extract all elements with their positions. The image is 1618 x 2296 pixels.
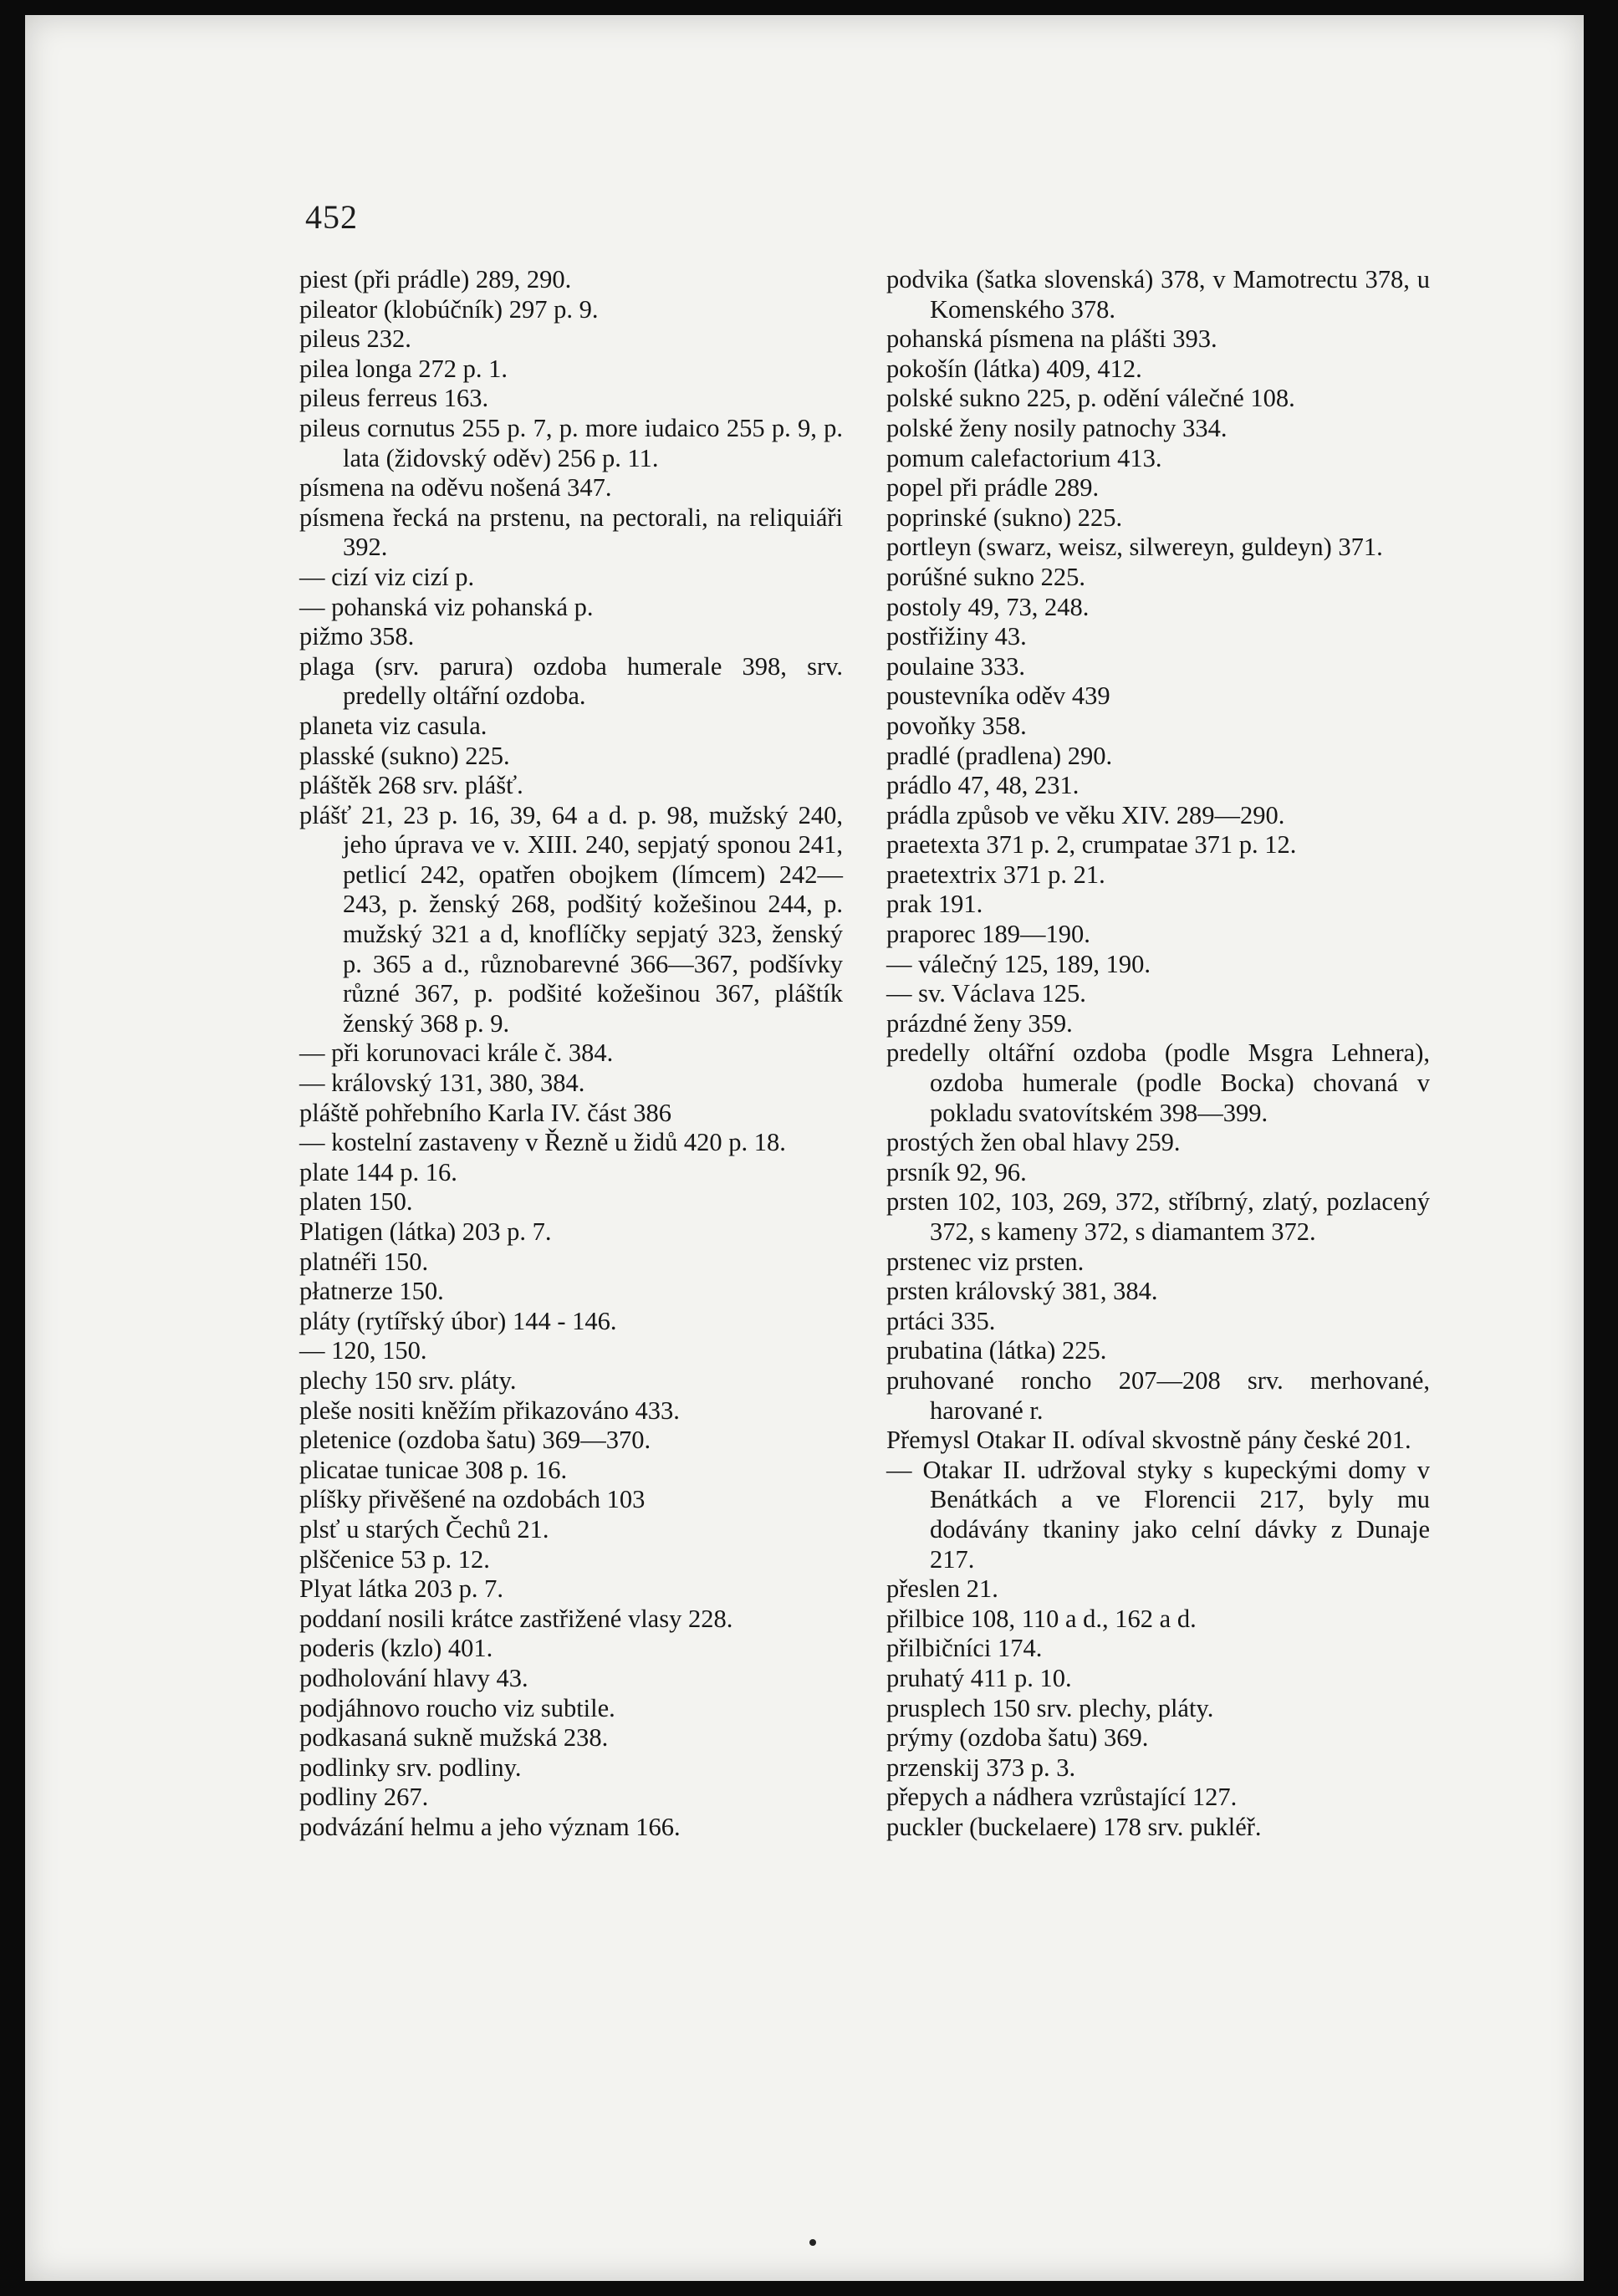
index-entry: — Otakar II. udržoval styky s kupeckými domy v Benátkách a ve Florencii 217, byly mu dodávány tkaniny jako celní dávky z Dunaje 217.	[886, 1455, 1430, 1574]
index-entry: pižmo 358.	[299, 622, 415, 651]
index-entry: prádla způsob ve věku XIV. 289—290.	[886, 800, 1285, 829]
index-entry: — sv. Václava 125.	[886, 979, 1086, 1008]
page-number: 452	[305, 198, 358, 236]
index-entry: prubatina (látka) 225.	[886, 1336, 1107, 1365]
index-entry: postoly 49, 73, 248.	[886, 592, 1090, 621]
index-entry: pileator (klobúčník) 297 p. 9.	[299, 294, 599, 324]
index-entry: praetexta 371 p. 2, crumpatae 371 p. 12.	[886, 830, 1297, 860]
index-entry: pileus ferreus 163.	[299, 384, 489, 413]
index-entry: — válečný 125, 189, 190.	[886, 949, 1151, 978]
index-entry: plášť 21, 23 p. 16, 39, 64 a d. p. 98, mužský 240, jeho úprava ve v. XIII. 240, sepjatý sponou 241, petlicí 242, opatřen obojkem (límcem) 242—243, p. ženský 268, podšitý kožešinou 244, p. mužský 321 a d, knoflíčky sepjatý 323, ženský p. 365 a d., různobarevné 366—367, podšívky různé 367, p. podšité kožešinou 367, pláštík ženský 368 p. 9.	[299, 800, 843, 1038]
index-entry: — při korunovaci krále č. 384.	[299, 1038, 614, 1068]
index-entry: popel při prádle 289.	[886, 473, 1100, 503]
index-entry: postřižiny 43.	[886, 622, 1027, 651]
index-entry: prtáci 335.	[886, 1306, 996, 1335]
index-entry: praporec 189—190.	[886, 920, 1090, 949]
index-entry: pohanská písmena na plášti 393.	[886, 324, 1217, 354]
index-entry: polské sukno 225, p. odění válečné 108.	[886, 384, 1295, 413]
index-entry: prádlo 47, 48, 231.	[886, 771, 1080, 800]
index-entry: polské ženy nosily patnochy 334.	[886, 413, 1228, 442]
index-column-right	[886, 265, 1430, 1842]
index-entry: — královský 131, 380, 384.	[299, 1069, 585, 1098]
index-entry: poprinské (sukno) 225.	[886, 503, 1123, 532]
index-entry: pruhované roncho 207—208 srv. merhované, harované r.	[886, 1365, 1430, 1425]
index-entry: plicatae tunicae 308 p. 16.	[299, 1455, 568, 1484]
index-entry: platen 150.	[299, 1187, 413, 1217]
index-entry: podvika (šatka slovenská) 378, v Mamotrectu 378, u Komenského 378.	[886, 265, 1430, 324]
index-entry: prsník 92, 96.	[886, 1157, 1027, 1186]
index-entry: Přemysl Otakar II. odíval skvostně pány české 201.	[886, 1426, 1411, 1455]
index-entry: pláštěk 268 srv. plášť.	[299, 771, 523, 800]
index-entry: planeta viz casula.	[299, 711, 487, 740]
index-entry: pileus cornutus 255 p. 7, p. more iudaico 255 p. 9, p. lata (židovský oděv) 256 p. 11.	[299, 413, 843, 472]
index-entry: pruhatý 411 p. 10.	[886, 1663, 1072, 1692]
index-entry: pokošín (látka) 409, 412.	[886, 354, 1142, 383]
index-entry: písmena na oděvu nošená 347.	[299, 473, 612, 503]
index-entry: płatnerze 150.	[299, 1277, 444, 1306]
index-entry: poddaní nosili krátce zastřižené vlasy 228.	[299, 1604, 733, 1633]
index-entry: přilbice 108, 110 a d., 162 a d.	[886, 1604, 1197, 1633]
index-entry: portleyn (swarz, weisz, silwereyn, guldeyn) 371.	[886, 533, 1383, 562]
index-entry: prstenec viz prsten.	[886, 1247, 1085, 1276]
index-entry: plate 144 p. 16.	[299, 1157, 457, 1186]
index-entry: predelly oltářní ozdoba (podle Msgra Lehnera), ozdoba humerale (podle Bocka) chovaná v pokladu svatovítském 398—399.	[886, 1038, 1430, 1127]
index-entry: přepych a nádhera vzrůstající 127.	[886, 1783, 1238, 1812]
index-entry: plsť u starých Čechů 21.	[299, 1514, 549, 1543]
index-entry: Plyat látka 203 p. 7.	[299, 1574, 503, 1604]
index-entry: poderis (kzlo) 401.	[299, 1634, 493, 1663]
index-entry: prsten 102, 103, 269, 372, stříbrný, zlatý, pozlacený 372, s kameny 372, s diamantem 372.	[886, 1187, 1430, 1246]
index-entry: podjáhnovo roucho viz subtile.	[299, 1693, 615, 1722]
index-entry: prsten královský 381, 384.	[886, 1277, 1158, 1306]
index-entry: poulaine 333.	[886, 651, 1026, 681]
index-entry: přilbičníci 174.	[886, 1634, 1043, 1663]
index-entry: — cizí viz cizí p.	[299, 562, 475, 591]
index-entry: prýmy (ozdoba šatu) 369.	[886, 1723, 1149, 1753]
index-entry: plechy 150 srv. pláty.	[299, 1365, 517, 1395]
index-entry: pomum calefactorium 413.	[886, 443, 1162, 472]
index-entry: povoňky 358.	[886, 711, 1027, 740]
index-entry: pletenice (ozdoba šatu) 369—370.	[299, 1426, 651, 1455]
index-entry: — pohanská viz pohanská p.	[299, 592, 594, 621]
index-entry: prostých žen obal hlavy 259.	[886, 1128, 1181, 1157]
index-entry: prázdné ženy 359.	[886, 1008, 1073, 1038]
index-entry: Platigen (látka) 203 p. 7.	[299, 1217, 552, 1246]
index-entry: pradlé (pradlena) 290.	[886, 741, 1113, 770]
index-entry: podkasaná sukně mužská 238.	[299, 1723, 609, 1753]
index-entry: plaga (srv. parura) ozdoba humerale 398, srv. predelly oltářní ozdoba.	[299, 651, 843, 711]
index-entry: pláty (rytířský úbor) 144 - 146.	[299, 1306, 617, 1335]
index-entry: praetextrix 371 p. 21.	[886, 860, 1105, 889]
index-entry: pláště pohřebního Karla IV. část 386	[299, 1098, 671, 1127]
index-entry: podvázání helmu a jeho význam 166.	[299, 1812, 681, 1841]
index-entry: podliny 267.	[299, 1783, 429, 1812]
index-entry: plíšky přivěšené na ozdobách 103	[299, 1485, 646, 1514]
index-entry: prusplech 150 srv. plechy, pláty.	[886, 1693, 1214, 1722]
index-entry: písmena řecká na prstenu, na pectorali, na reliquiáři 392.	[299, 503, 843, 562]
index-entry: — 120, 150.	[299, 1336, 427, 1365]
index-entry: pileus 232.	[299, 324, 411, 354]
index-entry: — kostelní zastaveny v Řezně u židů 420 p. 18.	[299, 1128, 786, 1157]
index-entry: piest (při prádle) 289, 290.	[299, 265, 572, 293]
index-entry: puckler (buckelaere) 178 srv. pukléř.	[886, 1812, 1262, 1841]
index-entry: pilea longa 272 p. 1.	[299, 354, 508, 383]
index-entry: platnéři 150.	[299, 1247, 429, 1276]
index-entry: przenskij 373 p. 3.	[886, 1753, 1076, 1782]
index-entry: poustevníka oděv 439	[886, 681, 1110, 711]
index-entry: podholování hlavy 43.	[299, 1663, 528, 1692]
index-entry: plščenice 53 p. 12.	[299, 1544, 490, 1574]
index-entry: podlinky srv. podliny.	[299, 1753, 522, 1782]
index-entry: prak 191.	[886, 890, 983, 919]
index-entry: plasské (sukno) 225.	[299, 741, 510, 770]
page-dot	[809, 2239, 816, 2246]
index-entry: pleše nositi kněžím přikazováno 433.	[299, 1395, 680, 1425]
index-column-left	[299, 265, 843, 1842]
index-entry: porúšné sukno 225.	[886, 562, 1086, 591]
index-entry: přeslen 21.	[886, 1574, 998, 1604]
